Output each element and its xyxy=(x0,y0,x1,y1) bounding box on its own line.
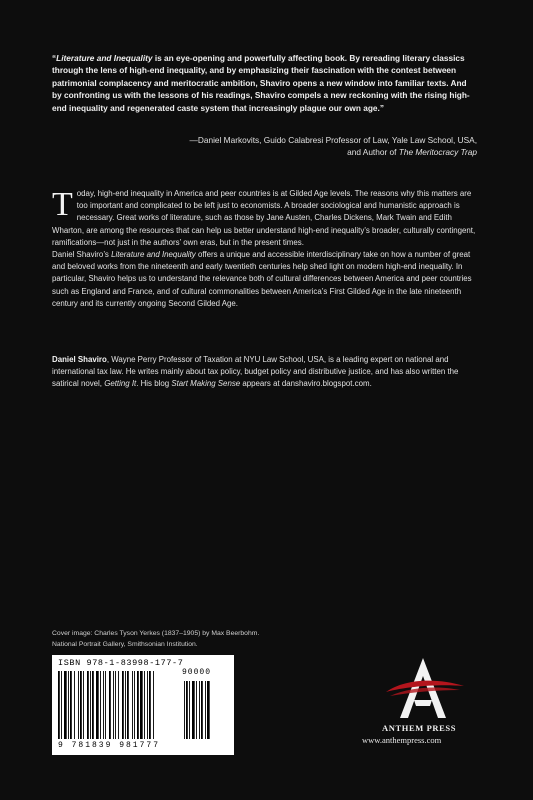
quote-text: is an eye-opening and powerfully affecting book. By rereading literary classics through the lens of high-end inequality, and by emphasizing their fascination with the contest between patrimonial complacency and meritocratic ambition, Shaviro opens a new window into familiar texts. And by confronting us with the lessons of his readings, Shaviro compels a new reckoning with the rising high-end inequality and regenerated caste system that increasingly plague our own age.” xyxy=(52,53,470,113)
anthem-a-logo-icon xyxy=(378,652,468,732)
attribution-line-2: and Author of The Meritocracy Trap xyxy=(347,147,477,158)
isbn-text: ISBN 978-1-83998-177-7 xyxy=(58,658,184,668)
endorsement-quote xyxy=(52,52,477,114)
credit-line-1: Cover image: Charles Tyson Yerkes (1837–1905) by Max Beerbohm. xyxy=(52,630,260,637)
open-quote: “ xyxy=(52,53,57,63)
attribution-book-title: The Meritocracy Trap xyxy=(398,147,477,158)
author-name: Daniel Shaviro xyxy=(52,355,107,364)
drop-cap: T xyxy=(52,186,73,223)
barcode-bars xyxy=(58,671,228,741)
attribution-line-1: —Daniel Markovits, Guido Calabresi Professor of Law, Yale Law School, USA, xyxy=(189,135,477,145)
description-paragraph-1: oday, high-end inequality in America and peer countries is at Gilded Age levels. The reasons why this matters are too important and complicated to be left just to economists. A broader sociological and humanistic approach is necessary. Great works of literature, such as those by Jane Austen, Charles Dickens, Mark Twain and Edith Wharton, are among the resources that can help us better understand high-end inequality’s broader, culturally contingent, ramifications—not just in the authors’ own eras, but in the present times. xyxy=(52,189,476,247)
credit-line-2: National Portrait Gallery, Smithsonian Institution. xyxy=(52,640,198,648)
blog-title: Start Making Sense xyxy=(171,379,241,389)
novel-title: Getting It xyxy=(104,379,137,389)
description-paragraph-2: Daniel Shaviro’s Literature and Inequality offers a unique and accessible interdisciplinary take on how a number of great and beloved works from the nineteenth and early twentieth centuries help shed light on modern high-end inequality. In particular, Shaviro helps us to understand the relevance both of cultural differences between America and peer countries such as England and France, and of cultural commonalities between America’s First Gilded Age in the late nineteenth century and its currently ongoing Second Gilded Age. xyxy=(52,250,472,308)
book-description xyxy=(52,188,482,310)
isbn-barcode xyxy=(52,655,234,755)
author-bio: Daniel Shaviro, Wayne Perry Professor of Taxation at NYU Law School, USA, is a leading expert on national and international tax law. He writes mainly about tax policy, budget policy and distributive justice, and has also written the satirical novel, Getting It. His blog Start Making Sense appears at danshaviro.blogspot.com. xyxy=(52,355,459,389)
endorsement-attribution xyxy=(52,134,477,159)
publisher-name: ANTHEM PRESS xyxy=(382,723,457,733)
ean-digits: 9 781839 981777 xyxy=(58,741,161,750)
quote-book-title: Literature and Inequality xyxy=(56,53,153,63)
publisher-url: www.anthempress.com xyxy=(362,735,442,745)
price-code: 90000 xyxy=(182,668,212,677)
cover-image-credit xyxy=(52,629,352,650)
